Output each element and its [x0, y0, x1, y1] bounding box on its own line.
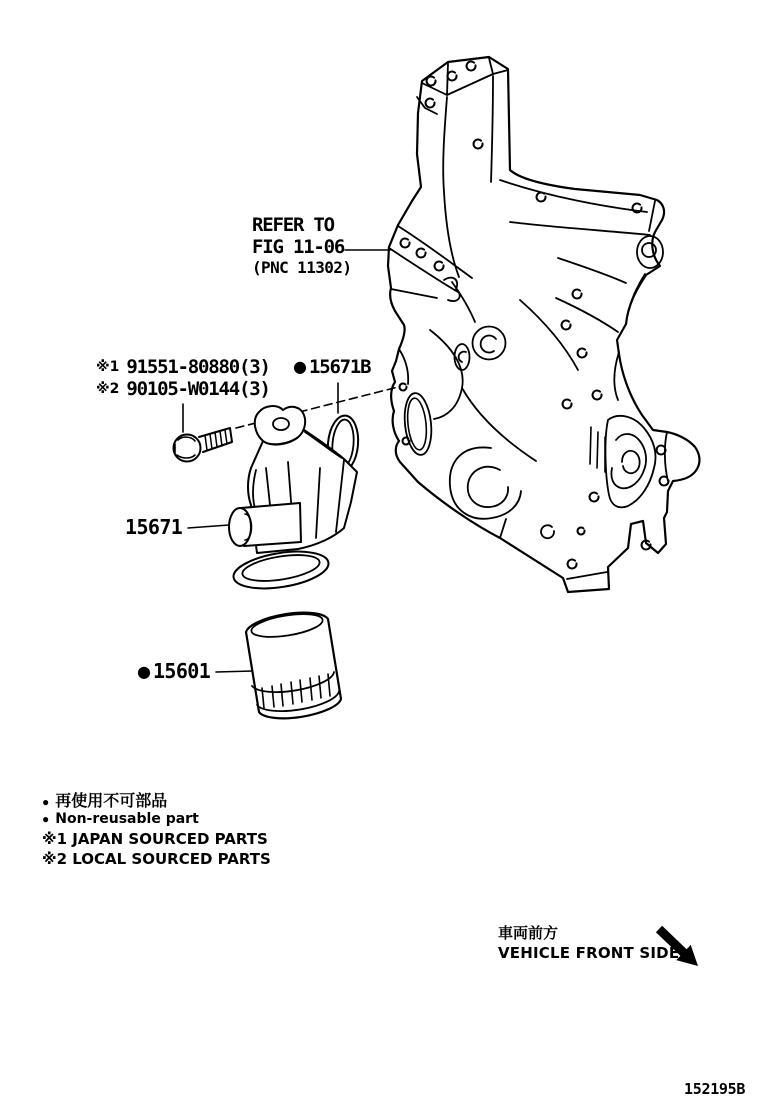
non-reusable-bullet: ● [293, 357, 307, 376]
legend-nonreusable-en: ● Non-reusable part [42, 811, 199, 827]
bolt-drawing [174, 428, 233, 462]
legend-japan-sourced: ※1 JAPAN SOURCED PARTS [42, 830, 268, 848]
bolt-part-number-local: 90105-W0144(3) [126, 378, 270, 400]
non-reusable-bullet: ● [137, 662, 151, 681]
filter-leader-line [216, 671, 253, 672]
non-reusable-bullet: ● [42, 795, 50, 809]
callout-filter [137, 660, 210, 683]
refer-note-line2: FIG 11-06 [252, 236, 345, 258]
filter-part-number: 15601 [152, 659, 211, 683]
refer-note-line1: REFER TO [252, 214, 334, 236]
vehicle-front-jp: 車両前方 [498, 924, 559, 942]
callout-oring [293, 356, 370, 378]
japan-sourced-mark: ※1 [96, 359, 120, 375]
non-reusable-bullet: ● [42, 812, 50, 826]
orientation-note [498, 922, 679, 962]
local-sourced-mark: ※2 [96, 381, 120, 397]
refer-note [252, 214, 351, 278]
legend-nonreusable-jp: ● 再使用不可部品 [42, 791, 168, 810]
callout-bolt-local [96, 378, 270, 400]
oil-filter-drawing [246, 610, 341, 718]
vehicle-front-en: VEHICLE FRONT SIDE [498, 944, 680, 962]
bolt-part-number-japan: 91551-80880(3) [126, 356, 270, 378]
oring-part-number: 15671B [308, 356, 371, 378]
bracket-leader-line [188, 525, 229, 528]
refer-note-line3: (PNC 11302) [252, 258, 352, 277]
bracket-part-number: 15671 [125, 515, 183, 539]
callout-bracket [125, 516, 182, 538]
legend-local-sourced: ※2 LOCAL SOURCED PARTS [42, 850, 271, 868]
callout-bolt-japan [96, 356, 270, 378]
legend [42, 791, 271, 869]
figure-code: 152195B [684, 1080, 746, 1098]
engine-timing-cover-drawing [388, 57, 699, 592]
oil-filter-bracket-drawing [229, 406, 357, 594]
